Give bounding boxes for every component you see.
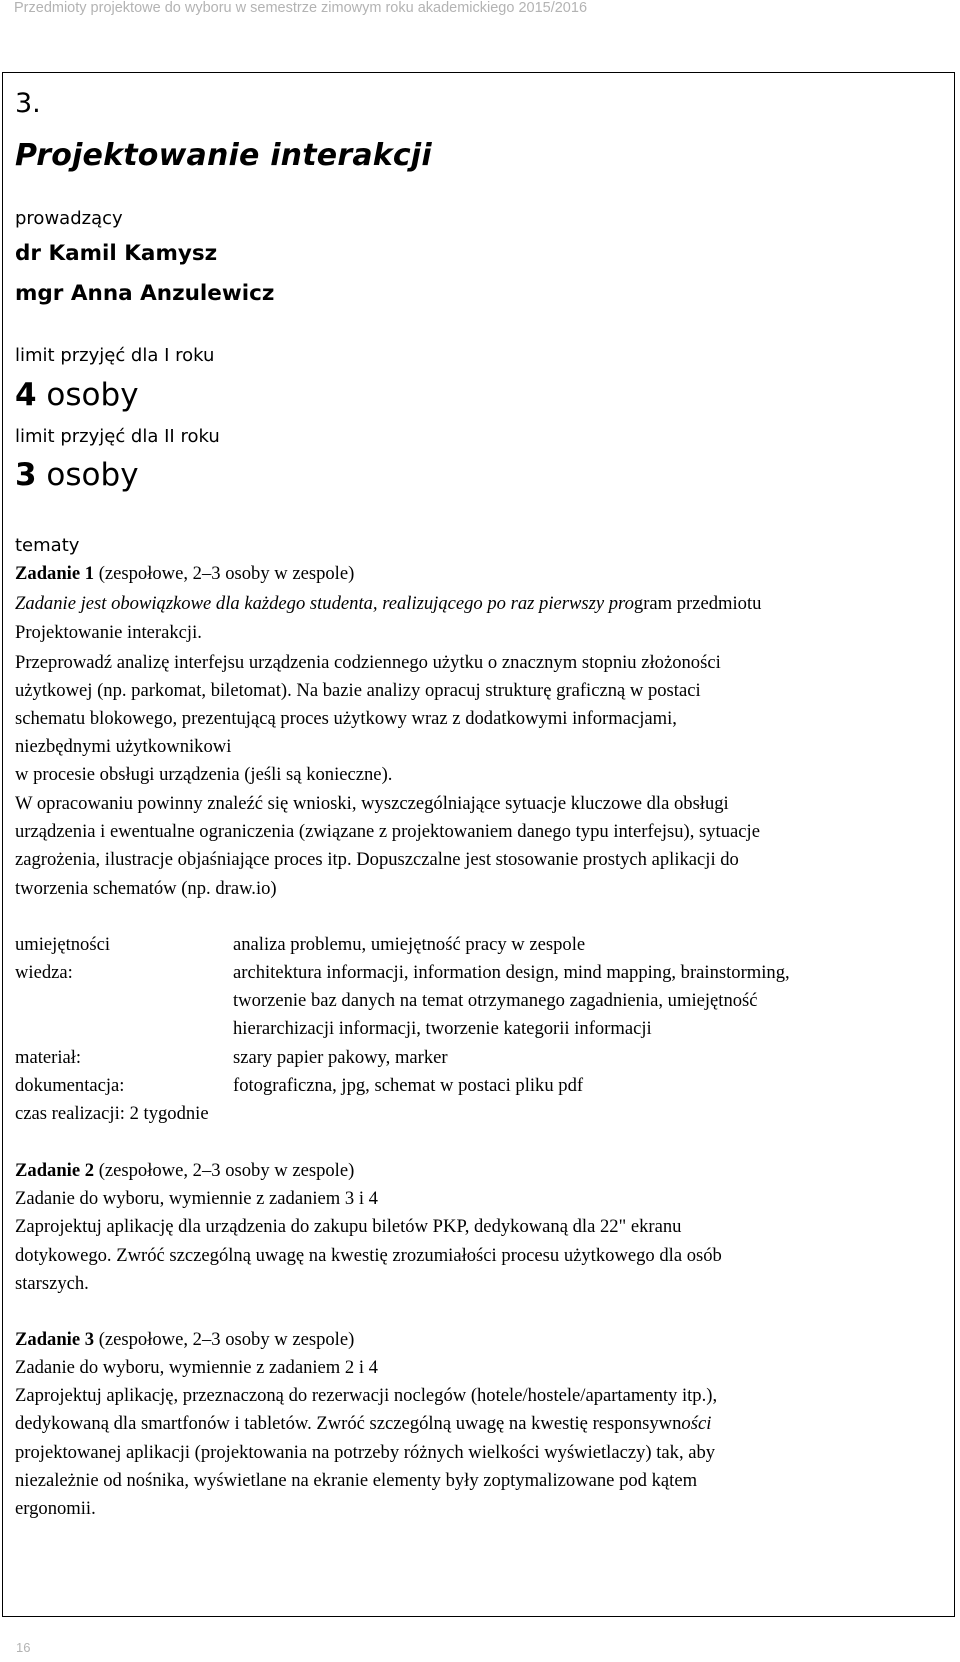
limit-1-label: limit przyjęć dla I roku	[15, 345, 215, 366]
limit-2-value	[15, 457, 139, 493]
task-3-line: Zaprojektuj aplikację, przeznaczoną do rezerwacji noclegów (hotele/hostele/apartamenty itp.),	[15, 1385, 718, 1406]
task-1-line: Przeprowadź analizę interfejsu urządzenia codziennego użytku o znacznym stopniu złożoności	[15, 652, 721, 673]
task-1-line-1	[15, 593, 761, 615]
limit-2-unit: osoby	[36, 457, 139, 493]
task-2-heading-rest: (zespołowe, 2–3 osoby w zespole)	[94, 1160, 355, 1181]
skills-label: umiejętności	[15, 934, 111, 955]
task-1-line-1-italic: Zadanie jest obowiązkowe dla każdego studenta, realizującego po raz pierwszy pro	[15, 593, 634, 614]
task-3-heading	[15, 1329, 354, 1351]
task-3-line: projektowanej aplikacji (projektowania na potrzeby różnych wielkości wyświetlaczy) tak, aby	[15, 1442, 716, 1463]
duration: czas realizacji: 2 tygodnie	[15, 1103, 209, 1124]
task-1-line-1-rest: gram przedmiotu	[633, 593, 762, 614]
task-2-line: dotykowego. Zwróć szczególną uwagę na kwestię zrozumiałości procesu użytkowego dla osób	[15, 1245, 722, 1266]
knowledge-value-line: tworzenie baz danych na temat otrzymanego zagadnienia, umiejętność	[233, 990, 758, 1011]
task-3-line-italic: ości	[681, 1413, 712, 1434]
limit-1-value	[15, 377, 139, 413]
task-3-line	[15, 1413, 711, 1435]
knowledge-label: wiedza:	[15, 962, 73, 983]
material-label: materiał:	[15, 1047, 82, 1068]
limit-2-number: 3	[15, 457, 37, 493]
task-3-line-start: dedykowaną dla smartfonów i tabletów. Zwróć szczególną uwagę na kwestię responsywn	[15, 1413, 682, 1434]
limit-1-number: 4	[15, 377, 37, 413]
task-1-heading-bold: Zadanie 1	[15, 563, 95, 584]
task-1-line-2: Projektowanie interakcji.	[15, 622, 202, 643]
task-3-line: Zadanie do wyboru, wymiennie z zadaniem 2 i 4	[15, 1357, 378, 1378]
leader-2: mgr Anna Anzulewicz	[15, 281, 275, 306]
knowledge-value-line: architektura informacji, information design, mind mapping, brainstorming,	[233, 962, 790, 983]
documentation-label: dokumentacja:	[15, 1075, 125, 1096]
section-number: 3.	[15, 88, 41, 119]
task-2-heading	[15, 1160, 354, 1182]
task-3-line: niezależnie od nośnika, wyświetlane na ekranie elementy były zoptymalizowane pod kątem	[15, 1470, 698, 1491]
task-3-heading-rest: (zespołowe, 2–3 osoby w zespole)	[94, 1329, 355, 1350]
leaders-label: prowadzący	[15, 208, 123, 229]
task-1-line: użytkowej (np. parkomat, biletomat). Na bazie analizy opracuj strukturę graficzną w postaci	[15, 680, 701, 701]
limit-1-unit: osoby	[36, 377, 139, 413]
running-header: Przedmioty projektowe do wyboru w semestrze zimowym roku akademickiego 2015/2016	[14, 0, 588, 16]
knowledge-value-line: hierarchizacji informacji, tworzenie kategorii informacji	[233, 1018, 652, 1039]
page-number: 16	[16, 1640, 31, 1655]
page-title: Projektowanie interakcji	[15, 138, 432, 173]
task-2-line: Zaprojektuj aplikację dla urządzenia do zakupu biletów PKP, dedykowaną dla 22" ekranu	[15, 1216, 682, 1237]
task-2-heading-bold: Zadanie 2	[15, 1160, 95, 1181]
task-1-heading	[15, 563, 354, 585]
documentation-value: fotograficzna, jpg, schemat w postaci pliku pdf	[233, 1075, 584, 1096]
task-2-line: starszych.	[15, 1273, 89, 1294]
task-1-line: zagrożenia, ilustracje objaśniające proces itp. Dopuszczalne jest stosowanie prostych aplikacji do	[15, 849, 739, 870]
skills-value: analiza problemu, umiejętność pracy w zespole	[233, 934, 586, 955]
task-1-line: w procesie obsługi urządzenia (jeśli są konieczne).	[15, 764, 393, 785]
task-1-line: schematu blokowego, prezentującą proces użytkowy wraz z dodatkowymi informacjami,	[15, 708, 677, 729]
material-value: szary papier pakowy, marker	[233, 1047, 448, 1068]
task-1-heading-rest: (zespołowe, 2–3 osoby w zespole)	[94, 563, 355, 584]
task-3-line: ergonomii.	[15, 1498, 96, 1519]
task-1-line: tworzenia schematów (np. draw.io)	[15, 878, 277, 899]
limit-2-label: limit przyjęć dla II roku	[15, 426, 220, 447]
task-3-heading-bold: Zadanie 3	[15, 1329, 95, 1350]
task-1-line: urządzenia i ewentualne ograniczenia (związane z projektowaniem danego typu interfejsu), sytuacje	[15, 821, 760, 842]
task-2-line: Zadanie do wyboru, wymiennie z zadaniem 3 i 4	[15, 1188, 378, 1209]
task-1-line: niezbędnymi użytkownikowi	[15, 736, 232, 757]
task-1-line: W opracowaniu powinny znaleźć się wnioski, wyszczególniające sytuacje kluczowe dla obsługi	[15, 793, 729, 814]
topics-label: tematy	[15, 535, 80, 556]
leader-1: dr Kamil Kamysz	[15, 241, 218, 266]
